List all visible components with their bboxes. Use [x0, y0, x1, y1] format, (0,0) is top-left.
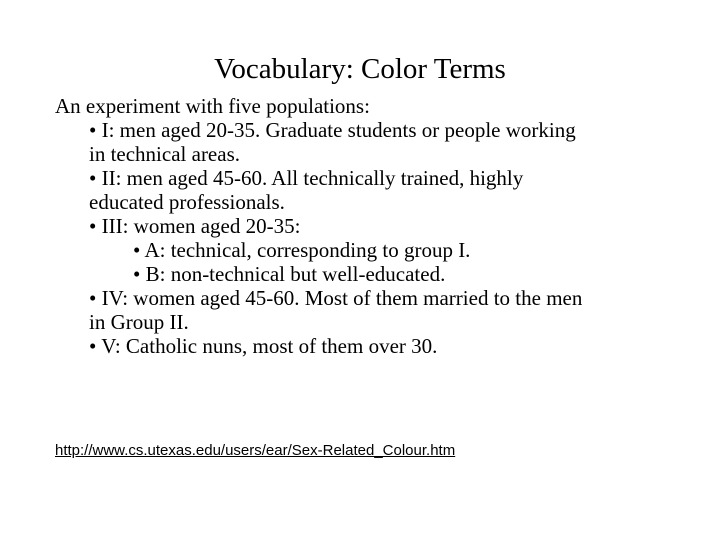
group-iv-line-1: • IV: women aged 45-60. Most of them married to the men: [89, 286, 583, 310]
group-iv-line-2: in Group II.: [89, 310, 189, 334]
group-i-line-2: in technical areas.: [89, 142, 240, 166]
slide-title: Vocabulary: Color Terms: [214, 53, 506, 85]
group-i-line-1: • I: men aged 20-35. Graduate students or people working: [89, 118, 576, 142]
source-link[interactable]: http://www.cs.utexas.edu/users/ear/Sex-Related_Colour.htm: [55, 442, 456, 459]
slide-body: [55, 94, 705, 358]
group-v-line-1: • V: Catholic nuns, most of them over 30.: [89, 334, 438, 358]
group-ii-line-2: educated professionals.: [89, 190, 285, 214]
group-iii-line-1: • III: women aged 20-35:: [89, 214, 301, 238]
intro-text: An experiment with five populations:: [55, 94, 370, 118]
group-iii-subitem-a: • A: technical, corresponding to group I.: [133, 238, 471, 262]
group-ii-line-1: • II: men aged 45-60. All technically trained, highly: [89, 166, 524, 190]
group-iii-subitem-b: • B: non-technical but well-educated.: [133, 262, 446, 286]
